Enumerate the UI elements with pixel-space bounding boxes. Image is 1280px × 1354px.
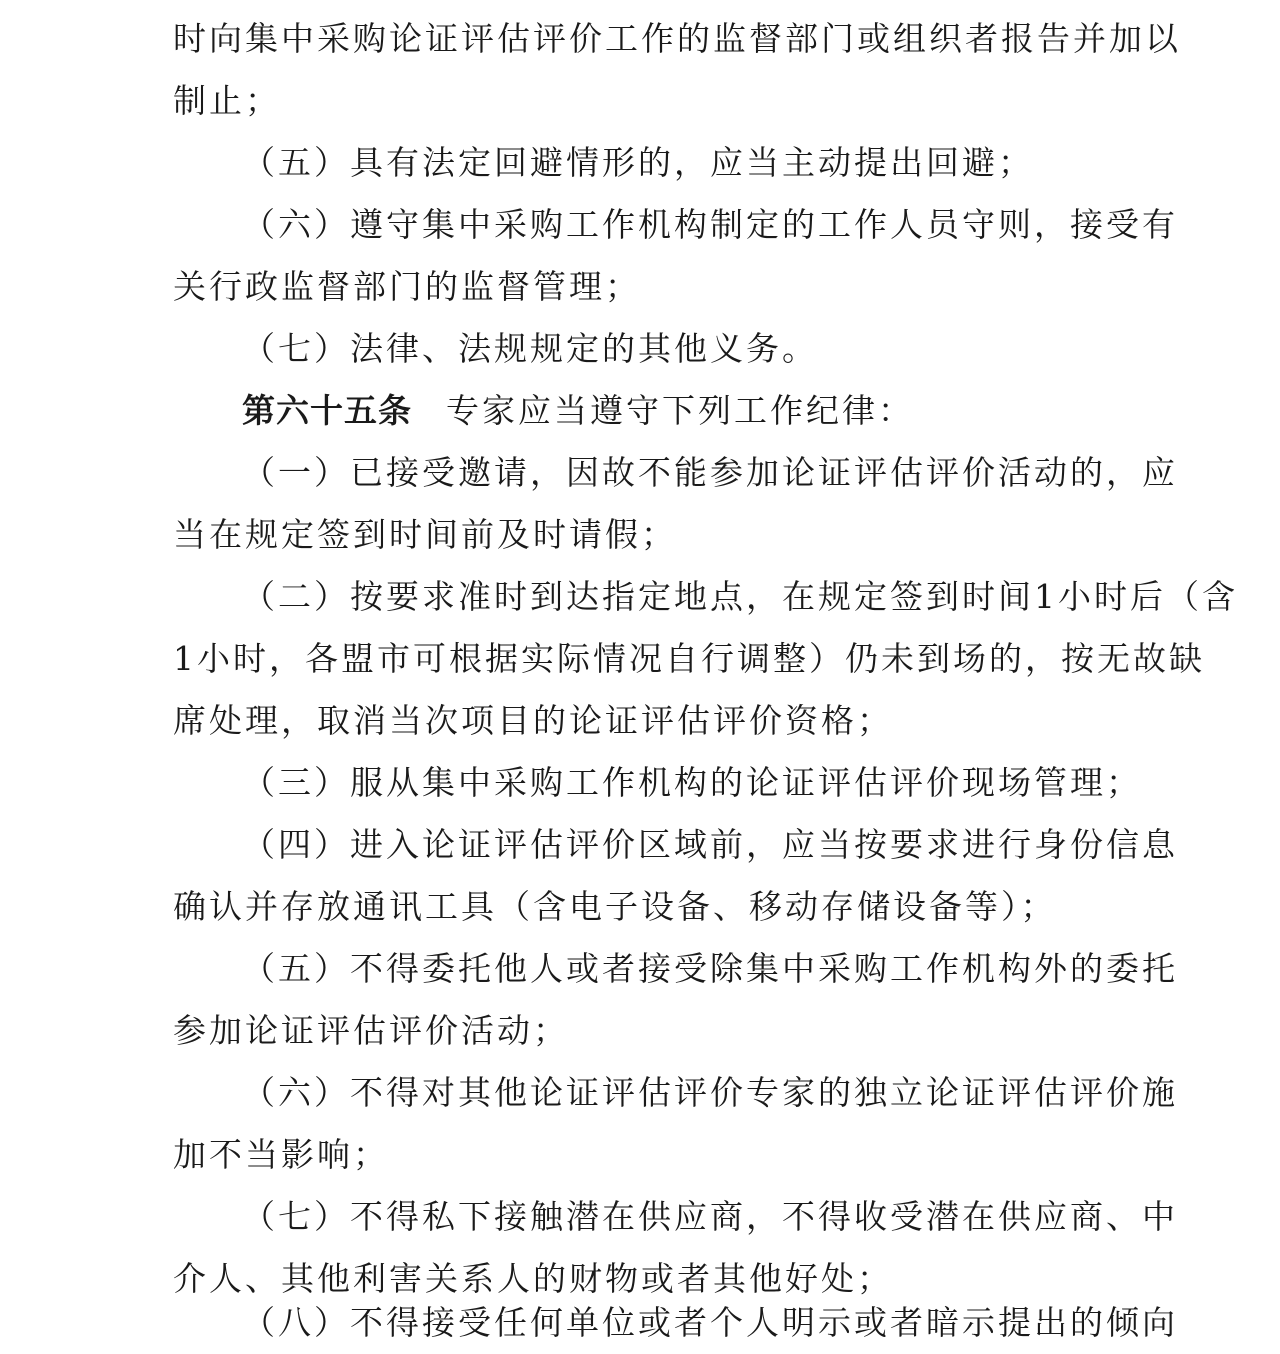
clause-item: （六）遵守集中采购工作机构制定的工作人员守则，接受有 <box>242 205 1178 244</box>
clause-item: （一）已接受邀请，因故不能参加论证评估评价活动的，应 <box>242 453 1178 492</box>
clause-item: （五）具有法定回避情形的，应当主动提出回避； <box>242 143 1034 182</box>
text-line: 介人、其他利害关系人的财物或者其他好处； <box>173 1259 893 1298</box>
text-line: 制止； <box>173 81 281 120</box>
article-intro: 专家应当遵守下列工作纪律： <box>446 391 914 430</box>
text-line: 参加论证评估评价活动； <box>173 1011 569 1050</box>
text-line: 1小时，各盟市可根据实际情况自行调整）仍未到场的，按无故缺 <box>173 639 1205 678</box>
article-heading: 第六十五条 <box>242 391 412 430</box>
clause-item: （八）不得接受任何单位或者个人明示或者暗示提出的倾向 <box>242 1303 1178 1342</box>
text-line: 加不当影响； <box>173 1135 389 1174</box>
text-line: 关行政监督部门的监督管理； <box>173 267 641 306</box>
clause-item: （二）按要求准时到达指定地点，在规定签到时间1小时后（含 <box>242 577 1238 616</box>
article-line <box>242 380 1182 442</box>
text-line: 当在规定签到时间前及时请假； <box>173 515 677 554</box>
clause-item: （四）进入论证评估评价区域前，应当按要求进行身份信息 <box>242 825 1178 864</box>
clause-item: （五）不得委托他人或者接受除集中采购工作机构外的委托 <box>242 949 1178 988</box>
text-line: 时向集中采购论证评估评价工作的监督部门或组织者报告并加以 <box>173 19 1181 58</box>
clause-item: （七）不得私下接触潜在供应商，不得收受潜在供应商、中 <box>242 1197 1178 1236</box>
text-line: 席处理，取消当次项目的论证评估评价资格； <box>173 701 893 740</box>
clause-item: （六）不得对其他论证评估评价专家的独立论证评估评价施 <box>242 1073 1178 1112</box>
clause-item: （七）法律、法规规定的其他义务。 <box>242 329 818 368</box>
text-line: 确认并存放通讯工具（含电子设备、移动存储设备等）； <box>173 887 1057 926</box>
clause-item: （三）服从集中采购工作机构的论证评估评价现场管理； <box>242 763 1142 802</box>
